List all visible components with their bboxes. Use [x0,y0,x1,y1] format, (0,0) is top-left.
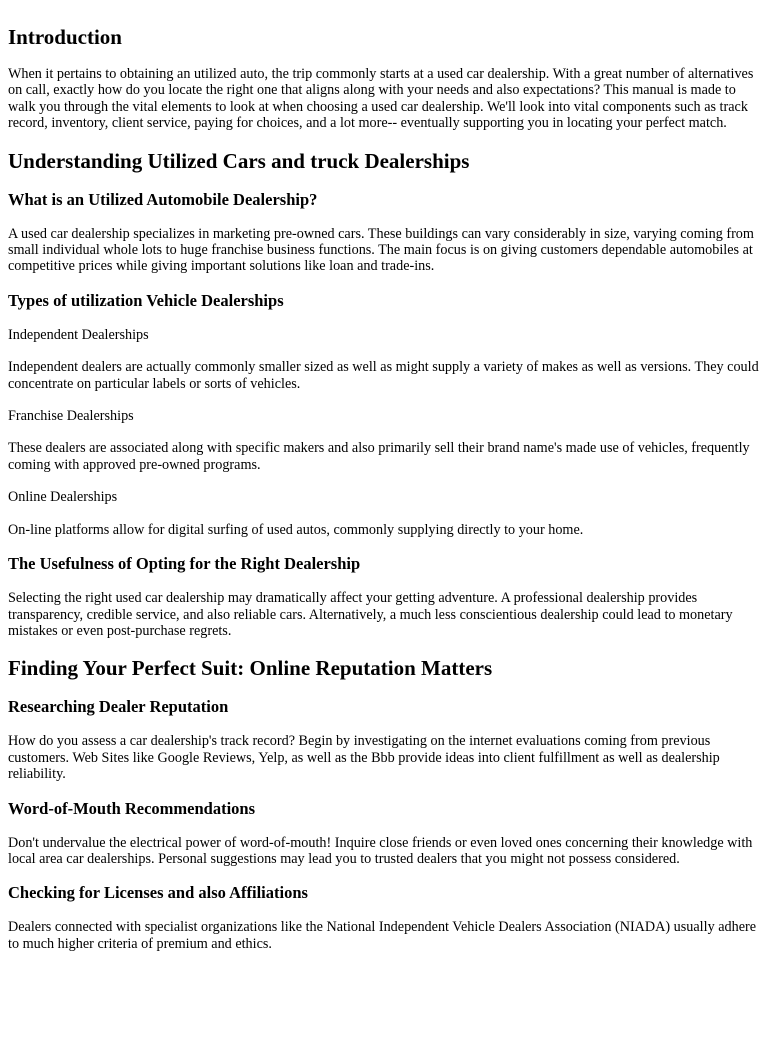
usefulness-heading: The Usefulness of Opting for the Right Dealership [8,554,361,574]
independent-paragraph: Independent dealers are actually commonly smaller sized as well as might supply a variety of makes as well as versions. They could concentrate on particular labels or sorts of vehicles. [8,359,759,392]
intro-heading: Introduction [8,25,122,49]
independent-label: Independent Dealerships [8,326,149,343]
what-heading: What is an Utilized Automobile Dealership? [8,189,318,209]
understanding-heading: Understanding Utilized Cars and truck Dealerships [8,148,470,173]
types-heading: Types of utilization Vehicle Dealerships [8,290,284,310]
what-paragraph: A used car dealership specializes in marketing pre-owned cars. These buildings can vary considerably in size, varying coming from small individual whole lots to huge franchise business functions. The main focus is on giving customers dependable automobiles at competitive prices while giving important solutions like loan and trade-ins. [8,225,754,275]
franchise-label: Franchise Dealerships [8,408,134,425]
online-label: Online Dealerships [8,489,118,506]
usefulness-paragraph: Selecting the right used car dealership may dramatically affect your getting adventure. A professional dealership provides transparency, credible service, and also reliable cars. Alternatively, a much less conscientious dealership could lead to monetary mistakes or even post-purchase regrets. [8,590,733,639]
researching-paragraph: How do you assess a car dealership's track record? Begin by investigating on the internet evaluations coming from previous customers. Web Sites like Google Reviews, Yelp, as well as the Bbb provide ideas into client fulfillment as well as dealership reliability. [8,733,720,783]
licenses-heading: Checking for Licenses and also Affiliations [8,883,308,903]
researching-heading: Researching Dealer Reputation [8,697,229,717]
wom-paragraph: Don't undervalue the electrical power of word-of-mouth! Inquire close friends or even loved ones concerning their knowledge with local area car dealerships. Personal suggestions may lead you to trusted dealers that you might not possess considered. [8,834,753,867]
online-paragraph: On-line platforms allow for digital surfing of used autos, commonly supplying directly to your home. [8,521,584,538]
intro-paragraph: When it pertains to obtaining an utilized auto, the trip commonly starts at a used car dealership. With a great number of alternatives on call, exactly how do you locate the right one that aligns along with your needs and also expectations? This manual is made to walk you through the vital elements to look at when choosing a used car dealership. We'll look into vital components such as track record, inventory, client service, paying for choices, and a lot more-- eventually supporting you in locating your perfect match. [8,66,754,132]
franchise-paragraph: These dealers are associated along with specific makers and also primarily sell their brand name's made use of vehicles, frequently coming with approved pre-owned programs. [8,440,750,473]
article [0,24,760,952]
wom-heading: Word-of-Mouth Recommendations [8,798,256,818]
finding-heading: Finding Your Perfect Suit: Online Reputation Matters [8,656,493,681]
licenses-paragraph: Dealers connected with specialist organizations like the National Independent Vehicle Dealers Association (NIADA) usually adhere to much higher criteria of premium and ethics. [8,919,757,952]
